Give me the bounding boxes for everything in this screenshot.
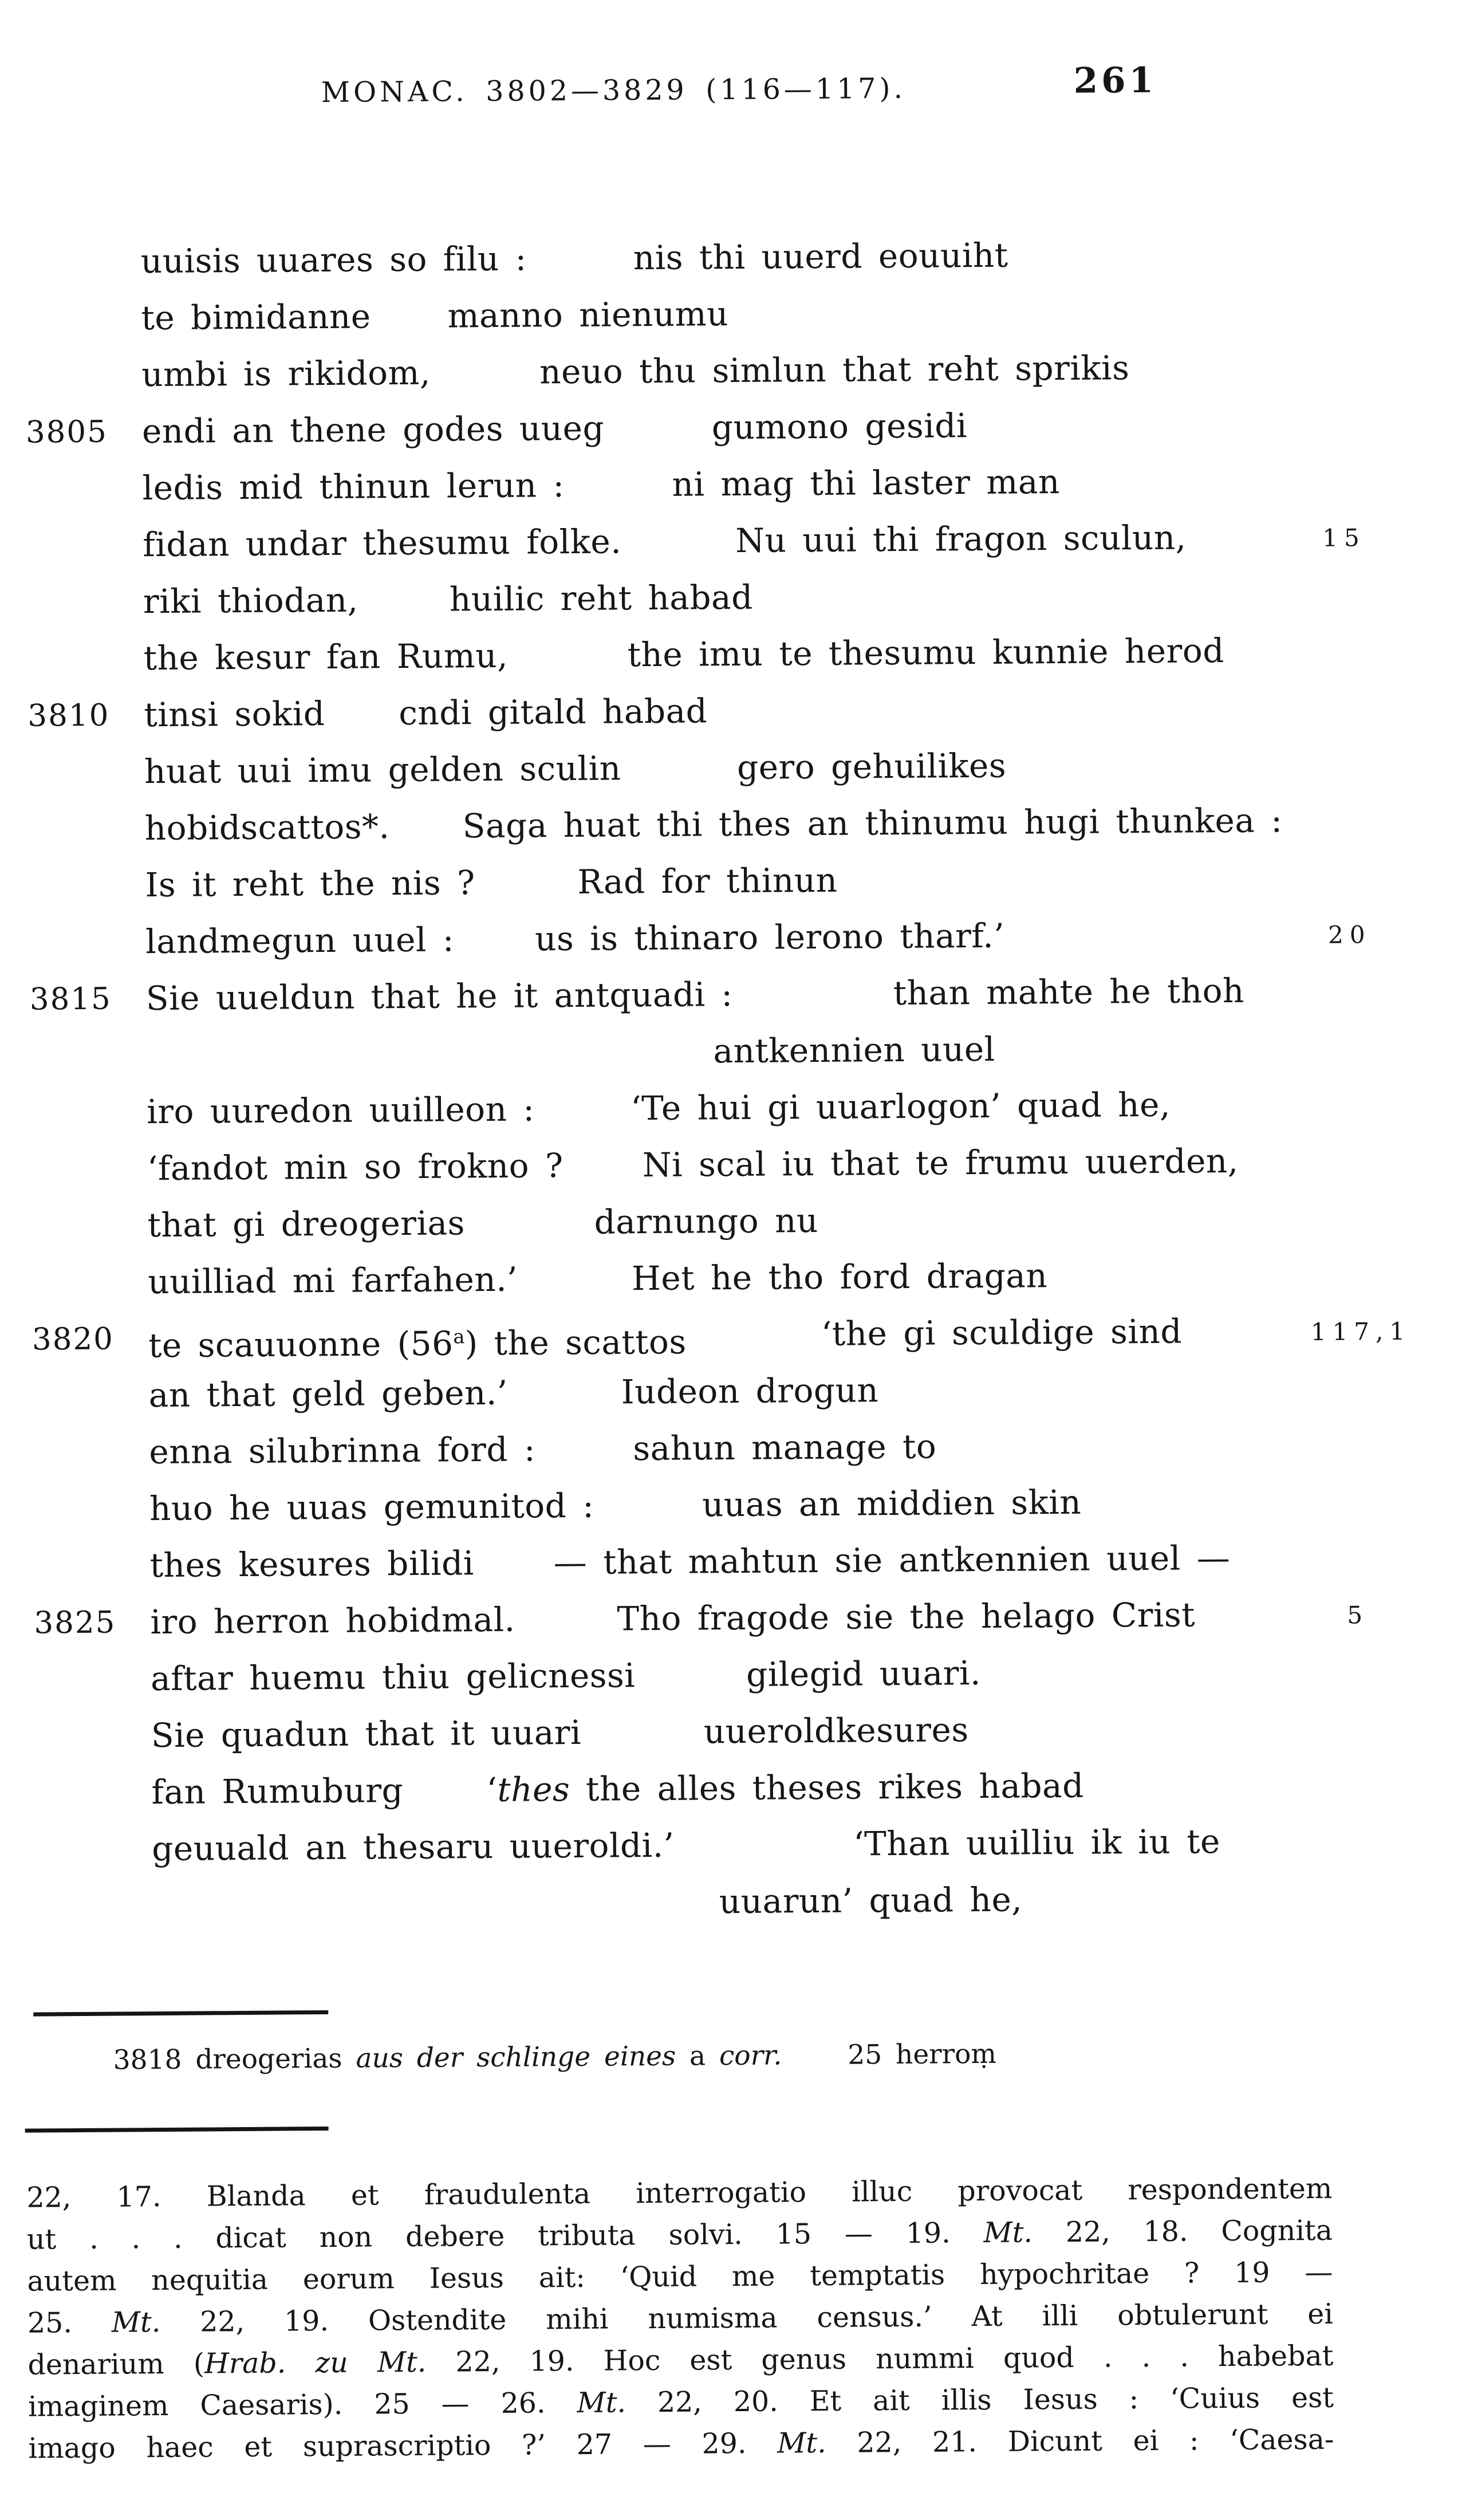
verse-line [4, 1585, 1466, 1652]
verse-b: antkennien uuel [713, 1029, 995, 1071]
verse-b: darnungo nu [594, 1200, 819, 1242]
verse-line-number: 3805 [25, 414, 108, 450]
verse-line [0, 394, 1462, 461]
verse-a: aftar huemu thiu gelicnessi [150, 1656, 636, 1699]
verse-line [0, 507, 1463, 574]
footnote-line [28, 2419, 1334, 2470]
footnote-text: autem nequitia eorum Iesus ait: ‘Quid me temptatis hypochritae ? 19 — [27, 2255, 1333, 2298]
verse-line [0, 224, 1461, 291]
margin-verse-number: 5 [1347, 1601, 1369, 1629]
verse-line-number: 3820 [31, 1321, 115, 1357]
verse-line [3, 1528, 1466, 1595]
verse-a: Sie uueldun that he it antquadi : [145, 975, 733, 1018]
verse-a: Is it reht the nis ? [145, 863, 475, 905]
apparatus-gap [782, 2064, 848, 2065]
footnote-text: 22, 19. Hoc est genus nummi quod . . . habebat [426, 2339, 1334, 2379]
verse-line [2, 1245, 1466, 1312]
footnote-text: 22, 17. Blanda et fraudulenta interrogatio illuc provocat respondentem [26, 2172, 1333, 2214]
verse-b-segment: the alles theses rikes habad [569, 1766, 1084, 1809]
verse-line [0, 337, 1462, 404]
verse-b: cndi gitald habad [399, 691, 708, 733]
verse-line [0, 621, 1464, 688]
apparatus-lemma-text: 3818 dreogerias [113, 2042, 356, 2076]
verse-line-number: 3825 [34, 1605, 116, 1641]
verse-b [486, 1758, 1084, 1818]
footnote-source-italic: Mt. [777, 2426, 826, 2460]
verse-b: Ni scal iu that te frumu uuerden, [642, 1141, 1239, 1185]
footnote-block [26, 2168, 1334, 2470]
verse-b: ni mag thi laster man [672, 462, 1061, 504]
verse-line [2, 1301, 1466, 1368]
footnote-source-italic: Mt. [111, 2306, 161, 2339]
verse-a: te bimidanne [141, 297, 371, 338]
footnote-text: 22, 19. Ostendite mihi numisma census.’ At illi obtulerunt ei [160, 2297, 1334, 2339]
verse-b: Rad for thinun [577, 860, 838, 901]
verse-b: uuas an middien skin [702, 1482, 1082, 1525]
verse-b: gero gehuilikes [736, 746, 1007, 787]
verse-line [1, 1188, 1466, 1255]
verse-a: fidan undar thesumu folke. [143, 522, 622, 565]
verse-line [1, 1074, 1466, 1141]
verse-b-segment: thes [497, 1770, 570, 1809]
verse-a: that gi dreogerias [147, 1203, 466, 1245]
verse-line [0, 281, 1461, 348]
verse-line [0, 451, 1463, 518]
verse-a: endi an thene godes uueg [141, 408, 605, 451]
verse-b: uuarun’ quad he, [719, 1880, 1023, 1922]
verse-a: thes kesures bilidi [149, 1544, 474, 1585]
verse-line [6, 1812, 1466, 1879]
verse-a: landmegun uuel : [145, 920, 455, 962]
verse-line [0, 791, 1465, 858]
footnote-text: denarium ( [27, 2347, 205, 2381]
verse-a: uuilliad mi farfahen.’ [148, 1259, 518, 1302]
verse-line [5, 1641, 1466, 1708]
verse-b: gumono gesidi [711, 406, 968, 447]
verse-line [2, 1358, 1466, 1425]
apparatus-corr-label: corr. [719, 2039, 782, 2072]
margin-verse-number: 117,1 [1310, 1317, 1412, 1346]
verse-line [3, 1471, 1466, 1538]
verse-line [6, 1868, 1466, 1935]
verse-b: manno nienumu [447, 294, 729, 336]
apparatus-divider [33, 2010, 328, 2017]
footnote-source-italic: Mt. [983, 2216, 1033, 2249]
footnote-text: imaginem Caesaris). 25 — 26. [27, 2386, 577, 2423]
verse-line-number: 3815 [29, 981, 112, 1017]
verse-b: uueroldkesures [703, 1710, 969, 1751]
verse-a: hobidscattos*. [144, 807, 390, 848]
verse-b: sahun manage to [633, 1427, 937, 1468]
verse-a: iro herron hobidmal. [150, 1600, 515, 1642]
verse-a: uuisis uuares so filu : [140, 239, 527, 281]
verse-line [5, 1755, 1466, 1822]
verse-a: enna silubrinna ford : [149, 1430, 536, 1472]
verse-a: an that geld geben.’ [148, 1373, 508, 1415]
footnote-text: 25. [27, 2306, 112, 2340]
verse-a-segment: ) the scattos [464, 1322, 687, 1363]
footnote-text: 22, 18. Cognita [1032, 2214, 1333, 2249]
apparatus-note [113, 2038, 997, 2076]
verse-a: huat uui imu gelden sculin [144, 749, 621, 792]
footnote-source-italic: Hrab. zu Mt. [204, 2345, 427, 2380]
verse-line [0, 678, 1464, 745]
footnote-text: imago haec et suprascriptio ?’ 27 — 29. [28, 2427, 778, 2465]
verse-a: huo he uuas gemunitod : [149, 1486, 594, 1529]
footnote-text: 22, 21. Dicunt ei : ‘Caesa- [826, 2423, 1334, 2459]
footnote-text: ut . . . dicat non debere tributa solvi. 15 — 19. [26, 2216, 984, 2256]
verse-b: gilegid uuari. [746, 1653, 982, 1694]
verse-b: ‘Te hui gi uuarlogon’ quad he, [630, 1085, 1171, 1128]
verse-b: ‘Than uuilliu ik iu te [853, 1822, 1221, 1864]
verse-a: riki thiodan, [143, 580, 358, 621]
verse-b: nis thi uuerd eouuiht [633, 235, 1008, 278]
verse-b: — that mahtun sie antkennien uuel — [553, 1538, 1231, 1582]
apparatus-reading-text: a [675, 2040, 720, 2072]
verse-a: fan Rumuburg [151, 1771, 404, 1812]
verse-a: ‘fandot min so frokno ? [147, 1146, 563, 1188]
verse-b: the imu te thesumu kunnie herod [627, 631, 1225, 675]
verse-b: neuo thu simlun that reht sprikis [539, 348, 1130, 392]
verse-a: iro uuredon uuilleon : [147, 1089, 535, 1132]
verse-b: ‘the gi sculdige sind [821, 1312, 1183, 1353]
verse-line [3, 1415, 1466, 1482]
verse-a: Sie quadun that it uuari [151, 1712, 582, 1755]
page-number: 261 [1073, 60, 1157, 101]
verse-a: umbi is rikidom, [141, 353, 431, 395]
verse-line [0, 961, 1466, 1028]
verse-b: Saga huat thi thes an thinumu hugi thunkea : [462, 801, 1283, 846]
verse-b: Nu uui thi fragon sculun, [735, 518, 1187, 560]
apparatus-second-entry: 25 herroṃ [848, 2038, 997, 2071]
verse-a: the kesur fan Rumu, [143, 636, 509, 678]
margin-verse-number: 20 [1327, 920, 1372, 949]
footnote-source-italic: Mt. [577, 2386, 626, 2419]
verse-line [1, 1131, 1466, 1198]
verse-b: Iudeon drogun [621, 1371, 879, 1412]
verse-b: huilic reht habad [449, 577, 753, 619]
verse-a: geuuald an thesaru uueroldi.’ [151, 1825, 675, 1869]
verse-line [0, 564, 1463, 631]
verse-b-segment: ‘ [486, 1770, 498, 1810]
verse-line [0, 904, 1465, 971]
verse-line-number: 3810 [27, 698, 110, 734]
verse-line [5, 1698, 1466, 1765]
footnote-text: 22, 20. Et ait illis Iesus : ‘Cuius est [625, 2381, 1334, 2419]
verse-a-segment: a [453, 1325, 465, 1348]
verse-b: us is thinaro lerono tharf.’ [534, 916, 1005, 959]
verse-line [0, 734, 1464, 801]
verse-line [0, 1018, 1466, 1085]
margin-verse-number: 15 [1322, 523, 1366, 552]
verse-b: Het he tho ford dragan [632, 1256, 1048, 1298]
verse-b: Tho fragode sie the helago Crist [617, 1595, 1196, 1639]
verse-a: ledis mid thinun lerun : [142, 466, 565, 508]
footnote-divider [25, 2127, 329, 2133]
apparatus-italic-text: aus der schlinge eines [356, 2040, 676, 2074]
verse-a-segment: te scauuonne (56 [148, 1324, 454, 1365]
verse-line [0, 848, 1465, 915]
verse-a: tinsi sokid [144, 694, 325, 735]
verse-b: than mahte he thoh [893, 971, 1245, 1013]
running-head: MONAC. 3802—3829 (116—117). [321, 72, 907, 109]
